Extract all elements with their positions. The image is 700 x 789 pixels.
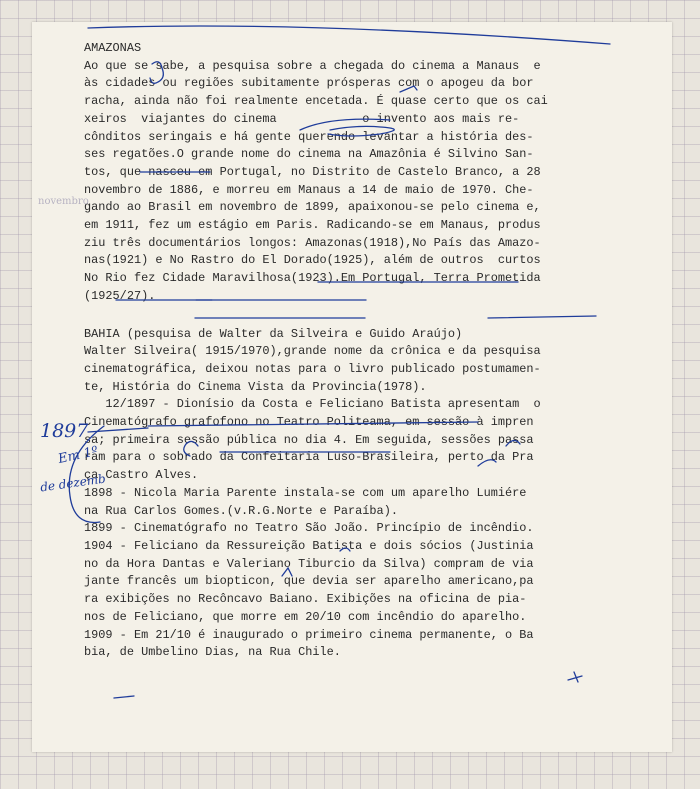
- text-line: novembro de 1886, e morreu em Manaus a 14 de maio de 1970. Che-: [84, 182, 534, 197]
- text-line: Ao que se sabe, a pesquisa sobre a chegada do cinema a Manaus e: [84, 58, 541, 73]
- text-line: ça Castro Alves.: [84, 468, 199, 483]
- typed-text-block: [84, 40, 664, 662]
- text-line: 1909 - Em 21/10 é inaugurado o primeiro cinema permanente, o Ba: [84, 627, 534, 642]
- text-line: 1898 - Nicola Maria Parente instala-se com um aparelho Lumiére: [84, 485, 527, 500]
- text-line: Walter Silveira( 1915/1970),grande nome da crônica e da pesquisa: [84, 344, 541, 359]
- text-line: cinematográfica, deixou notas para o livro publicado postumamen-: [84, 361, 541, 376]
- text-line: 12/1897 - Dionísio da Costa e Feliciano Batista apresentam o: [84, 397, 541, 412]
- text-line: no da Hora Dantas e Valeriano Tiburcio da Silva) compram de via: [84, 556, 534, 571]
- text-line: Cinematógrafo grafofono no Teatro Politeama, em sessão à impren: [84, 415, 534, 430]
- text-line: bia, de Umbelino Dias, na Rua Chile.: [84, 645, 341, 660]
- text-line: 1899 - Cinematógrafo no Teatro São João. Princípio de incêndio.: [84, 521, 534, 536]
- margin-note-day-2: de dezemb: [39, 471, 107, 495]
- text-line: te, História do Cinema Vista da Provincia(1978).: [84, 379, 427, 394]
- text-line: às cidades ou regiões subitamente prósperas com o apogeu da bor: [84, 76, 534, 91]
- section-heading-bahia: BAHIA (pesquisa de Walter da Silveira e Guido Araújo): [84, 326, 463, 341]
- text-line: cônditos seringais e há gente querendo levantar a história des-: [84, 129, 534, 144]
- text-line: ram para o sobrado da Confeitaria Luso-Brasileira, perto da Pra: [84, 450, 534, 465]
- margin-note-day-1: Em 1º: [56, 443, 100, 468]
- section-spacer: [84, 306, 664, 326]
- text-line: 1904 - Feliciano da Ressureição Batista e dois sócios (Justinia: [84, 538, 534, 553]
- margin-note-faded: novembro: [38, 196, 89, 207]
- text-line: (1925/27).: [84, 288, 156, 303]
- text-line: gando ao Brasil em novembro de 1899, apaixonou-se pelo cinema e,: [84, 200, 541, 215]
- text-line: xeiros viajantes do cinema o invento aos mais re-: [84, 111, 520, 126]
- text-line: racha, ainda não foi realmente encetada. É quase certo que os cai: [84, 94, 548, 109]
- section-heading-amazonas: AMAZONAS: [84, 41, 142, 55]
- text-line: ziu três documentários longos: Amazonas(1918),No País das Amazo-: [84, 235, 541, 250]
- text-line: No Rio fez Cidade Maravilhosa(1923).Em Portugal, Terra Prometida: [84, 271, 541, 286]
- text-line: sa; primeira sessão pública no dia 4. Em seguida, sessões passa: [84, 432, 534, 447]
- margin-note-year: 1897: [40, 420, 89, 442]
- text-line: ses regatões.O grande nome do cinema na Amazônia é Silvino San-: [84, 147, 534, 162]
- text-line: na Rua Carlos Gomes.(v.R.G.Norte e Paraíba).: [84, 503, 398, 518]
- text-line: em 1911, fez um estágio em Paris. Radicando-se em Manaus, produs: [84, 218, 541, 233]
- text-line: tos, que nasceu em Portugal, no Distrito de Castelo Branco, a 28: [84, 164, 541, 179]
- text-line: nas(1921) e No Rastro do El Dorado(1925), além de outros curtos: [84, 253, 541, 268]
- text-line: ra exibições no Recôncavo Baiano. Exibições na oficina de pia-: [84, 592, 527, 607]
- text-line: nos de Feliciano, que morre em 20/10 com incêndio do aparelho.: [84, 609, 527, 624]
- text-line: jante francês um biopticon, que devia ser aparelho americano,pa: [84, 574, 534, 589]
